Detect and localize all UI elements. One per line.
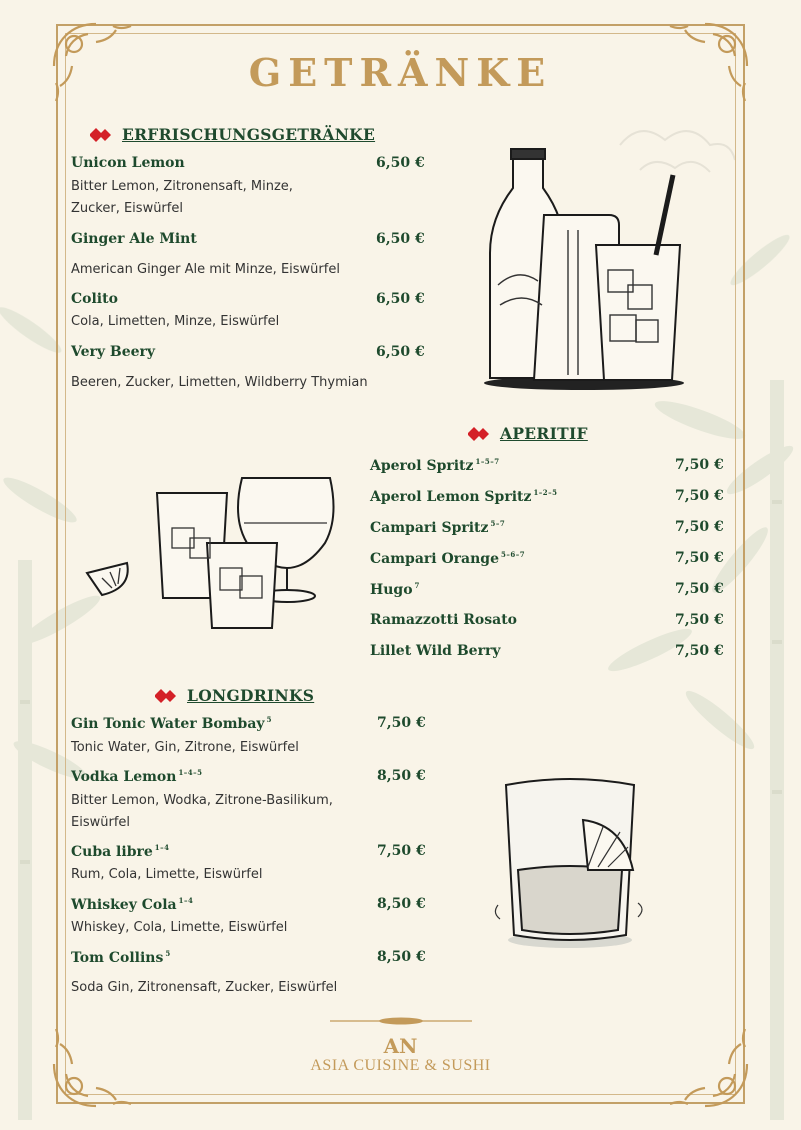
item-name: Aperol Lemon Spritz $^{1-2-5}$ [370, 488, 558, 505]
item-description: Bitter Lemon, Wodka, Zitrone-Basilikum, Eiswürfel [71, 793, 333, 830]
item-price: 7,50 € [675, 550, 724, 566]
item-name: Ramazzotti Rosato [370, 612, 518, 628]
diamond-bullet-icon [90, 128, 114, 142]
section-header-longdrinks [155, 686, 314, 705]
item-name: Aperol Spritz $^{1-5-7}$ [370, 457, 500, 474]
item-name: Lillet Wild Berry [370, 643, 501, 659]
item-description: Beeren, Zucker, Limetten, Wildberry Thymian [71, 375, 368, 390]
item-price: 6,50 € [376, 291, 425, 307]
item-description: Bitter Lemon, Zitronensaft, Minze, Zucker, Eiswürfel [71, 179, 293, 216]
page-title: GETRÄNKE [248, 50, 553, 95]
item-name: Vodka Lemon $^{1-4-5}$ [71, 768, 203, 785]
whisky-glass-illustration [488, 775, 653, 950]
item-price: 6,50 € [376, 344, 425, 360]
diamond-bullet-icon [155, 689, 179, 703]
section-header-aperitif [468, 424, 588, 443]
section-title: ERFRISCHUNGSGETRÄNKE [122, 125, 376, 144]
item-name: Colito [71, 291, 118, 307]
item-name: Cuba libre $^{1-4}$ [71, 843, 170, 860]
item-name: Campari Orange $^{5-6-7}$ [370, 550, 526, 567]
section-title: LONGDRINKS [187, 686, 315, 705]
item-price: 7,50 € [675, 643, 724, 659]
item-description: Soda Gin, Zitronensaft, Zucker, Eiswürfel [71, 980, 338, 995]
section-header-erfrischung [90, 125, 375, 144]
item-price: 7,50 € [675, 519, 724, 535]
item-price: 7,50 € [377, 715, 426, 731]
section-title: APERITIF [500, 424, 588, 443]
item-description: Tonic Water, Gin, Zitrone, Eiswürfel [71, 740, 299, 755]
item-price: 7,50 € [377, 843, 426, 859]
item-name: Ginger Ale Mint [71, 231, 197, 247]
footer-logo: AN [383, 1034, 418, 1058]
item-description: Whiskey, Cola, Limette, Eiswürfel [71, 920, 288, 935]
footer-ornament-divider [328, 1015, 474, 1027]
item-price: 7,50 € [675, 457, 724, 473]
item-name: Campari Spritz $^{5-7}$ [370, 519, 506, 536]
item-price: 8,50 € [377, 768, 426, 784]
item-description: Rum, Cola, Limette, Eiswürfel [71, 867, 263, 882]
item-name: Tom Collins $^5$ [71, 949, 171, 966]
soft-drinks-illustration [478, 145, 690, 390]
item-name: Whiskey Cola $^{1-4}$ [71, 896, 194, 913]
item-name: Hugo $^7$ [370, 581, 420, 598]
diamond-bullet-icon [468, 427, 492, 441]
item-name: Gin Tonic Water Bombay $^5$ [71, 715, 272, 732]
item-price: 8,50 € [377, 949, 426, 965]
item-price: 7,50 € [675, 581, 724, 597]
item-price: 6,50 € [376, 155, 425, 171]
item-price: 6,50 € [376, 231, 425, 247]
item-name: Unicon Lemon [71, 155, 185, 171]
item-description: Cola, Limetten, Minze, Eiswürfel [71, 314, 280, 329]
item-description: American Ginger Ale mit Minze, Eiswürfel [71, 262, 340, 277]
item-price: 8,50 € [377, 896, 426, 912]
item-price: 7,50 € [675, 488, 724, 504]
glasses-illustration [82, 468, 337, 638]
footer-restaurant-name: ASIA CUISINE & SUSHI [310, 1057, 491, 1074]
item-name: Very Beery [71, 344, 156, 360]
item-price: 7,50 € [675, 612, 724, 628]
